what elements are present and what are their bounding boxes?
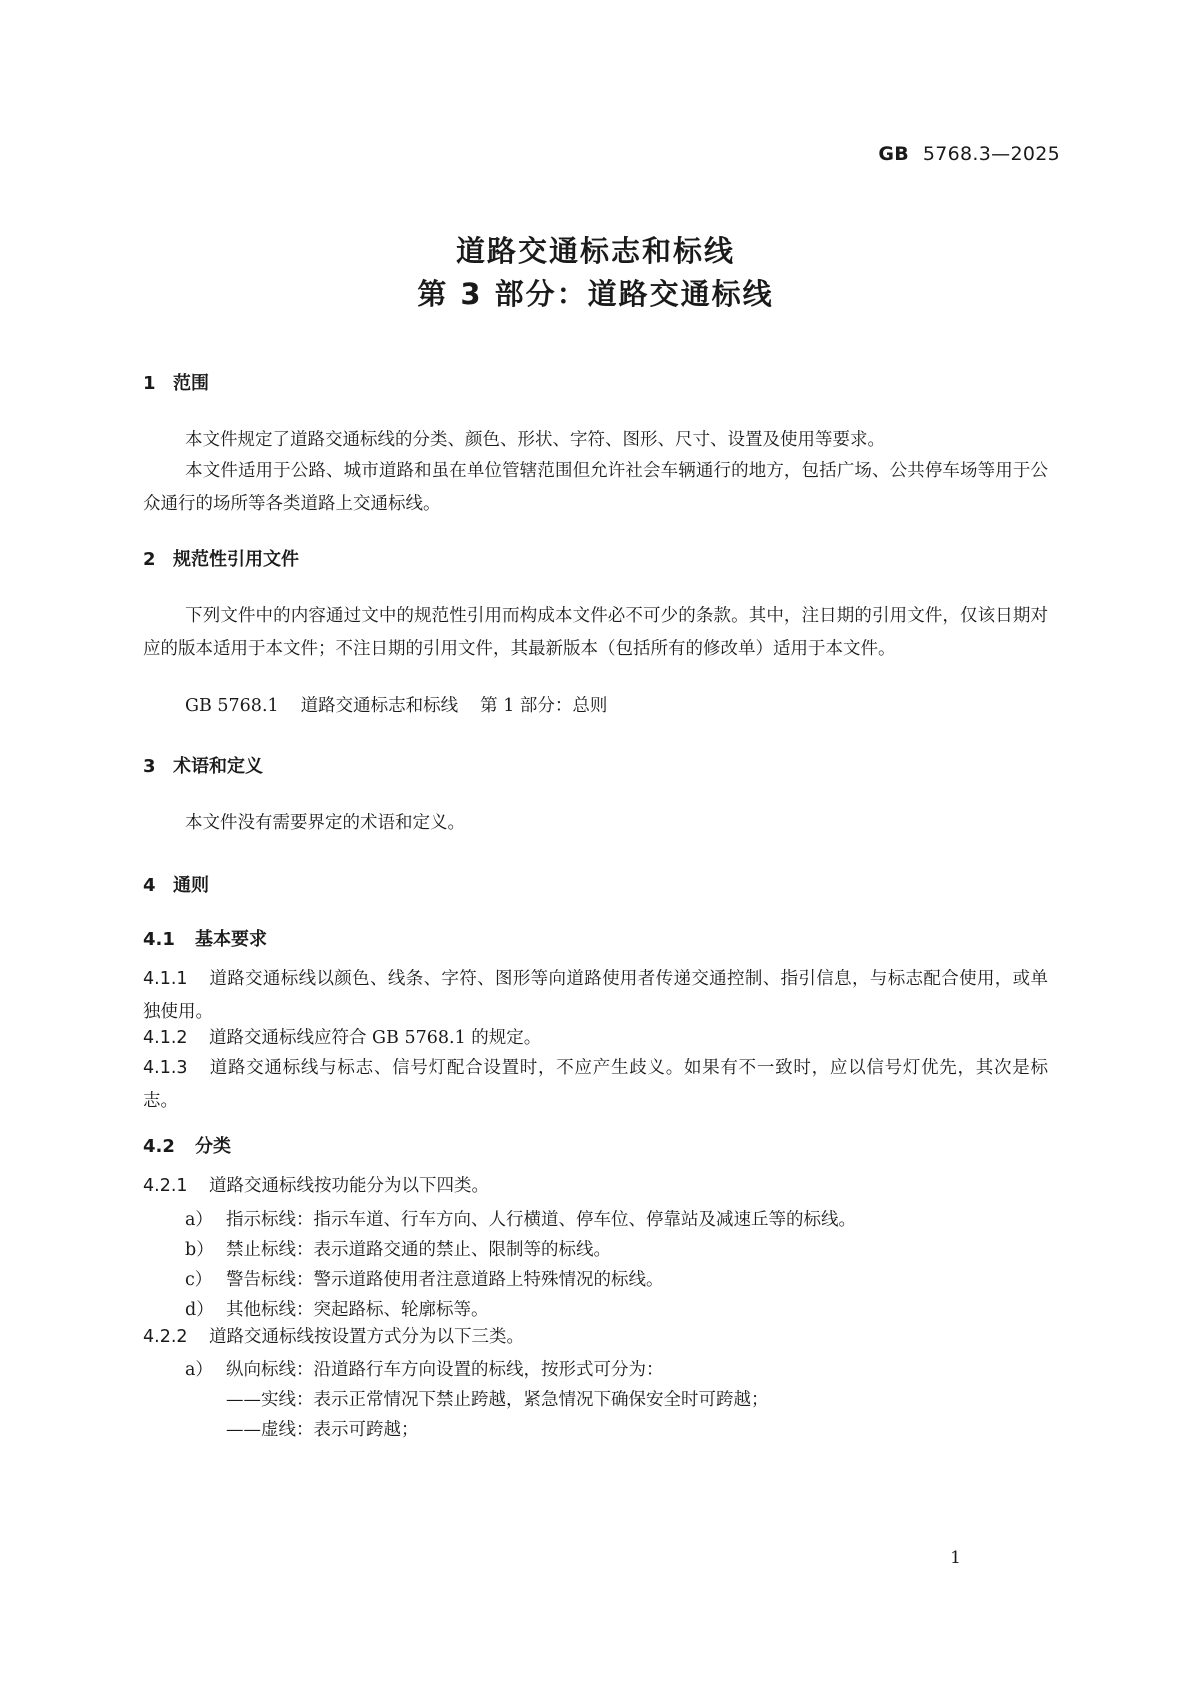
clause-text: 道路交通标线应符合 GB 5768.1 的规定。 <box>209 1028 542 1048</box>
subsection-heading-4-2 <box>143 1132 231 1158</box>
standard-number: 5768.3—2025 <box>922 143 1060 165</box>
clause-4-2-1 <box>143 1170 1048 1203</box>
section-number: 2 <box>143 549 156 570</box>
paragraph: 本文件没有需要界定的术语和定义。 <box>185 813 465 833</box>
list-item: a） 纵向标线：沿道路行车方向设置的标线，按形式可分为： <box>185 1360 664 1380</box>
section-number: 1 <box>143 373 156 394</box>
standard-prefix: GB <box>878 143 910 165</box>
section-title: 规范性引用文件 <box>173 549 299 570</box>
clause-number: 4.2.1 <box>143 1176 188 1196</box>
clause-4-1-1 <box>143 963 1048 1029</box>
section-number: 3 <box>143 756 156 777</box>
dash-list-item: ——虚线：表示可跨越； <box>226 1420 419 1440</box>
paragraph: 下列文件中的内容通过文中的规范性引用而构成本文件必不可少的条款。其中，注日期的引用文件，仅该日期对应的版本适用于本文件；不注日期的引用文件，其最新版本（包括所有的修改单）适用于本文件。 <box>143 606 1048 659</box>
subsection-title: 分类 <box>195 1136 231 1157</box>
paragraph: 本文件规定了道路交通标线的分类、颜色、形状、字符、图形、尺寸、设置及使用等要求。 <box>185 430 885 450</box>
subsection-number: 4.2 <box>143 1136 175 1157</box>
section-heading-4 <box>143 871 209 897</box>
clause-text: 道路交通标线以颜色、线条、字符、图形等向道路使用者传递交通控制、指引信息，与标志配合使用，或单独使用。 <box>143 969 1048 1022</box>
list-item: d） 其他标线：突起路标、轮廓标等。 <box>185 1300 489 1320</box>
page-number: 1 <box>950 1548 961 1568</box>
clause-text: 道路交通标线按功能分为以下四类。 <box>209 1176 489 1196</box>
section-title: 通则 <box>173 875 209 896</box>
clause-number: 4.2.2 <box>143 1327 188 1347</box>
document-subtitle: 第 3 部分：道路交通标线 <box>417 277 774 311</box>
clause-4-2-2 <box>143 1321 1048 1354</box>
section-title: 术语和定义 <box>173 756 263 777</box>
list-item: a） 指示标线：指示车道、行车方向、人行横道、停车位、停靠站及减速丘等的标线。 <box>185 1210 856 1230</box>
paragraph: 本文件适用于公路、城市道路和虽在单位管辖范围但允许社会车辆通行的地方，包括广场、公共停车场等用于公众通行的场所等各类道路上交通标线。 <box>143 461 1048 514</box>
document-title: 道路交通标志和标线 <box>455 234 735 268</box>
list-item: b） 禁止标线：表示道路交通的禁止、限制等的标线。 <box>185 1240 611 1260</box>
clause-text: 道路交通标线按设置方式分为以下三类。 <box>209 1327 524 1347</box>
clause-4-1-2 <box>143 1022 1048 1055</box>
clause-number: 4.1.1 <box>143 969 188 989</box>
reference-code: GB 5768.1 <box>185 696 279 716</box>
reference-title: 道路交通标志和标线 <box>300 696 459 716</box>
standard-code <box>878 143 1060 165</box>
reference-part: 第 1 部分：总则 <box>480 696 608 716</box>
clause-4-1-3 <box>143 1052 1048 1118</box>
subsection-heading-4-1 <box>143 925 267 951</box>
clause-number: 4.1.2 <box>143 1028 188 1048</box>
section-title: 范围 <box>173 373 209 394</box>
dash-list-item: ——实线：表示正常情况下禁止跨越，紧急情况下确保安全时可跨越； <box>226 1390 769 1410</box>
subsection-title: 基本要求 <box>195 929 267 950</box>
section-heading-1 <box>143 369 209 395</box>
subsection-number: 4.1 <box>143 929 175 950</box>
clause-number: 4.1.3 <box>143 1058 188 1078</box>
section-number: 4 <box>143 875 156 896</box>
list-item: c） 警告标线：警示道路使用者注意道路上特殊情况的标线。 <box>185 1270 664 1290</box>
section-heading-3 <box>143 752 263 778</box>
section-heading-2 <box>143 545 299 571</box>
normative-reference <box>185 692 629 717</box>
clause-text: 道路交通标线与标志、信号灯配合设置时，不应产生歧义。如果有不一致时，应以信号灯优先，其次是标志。 <box>143 1058 1048 1111</box>
